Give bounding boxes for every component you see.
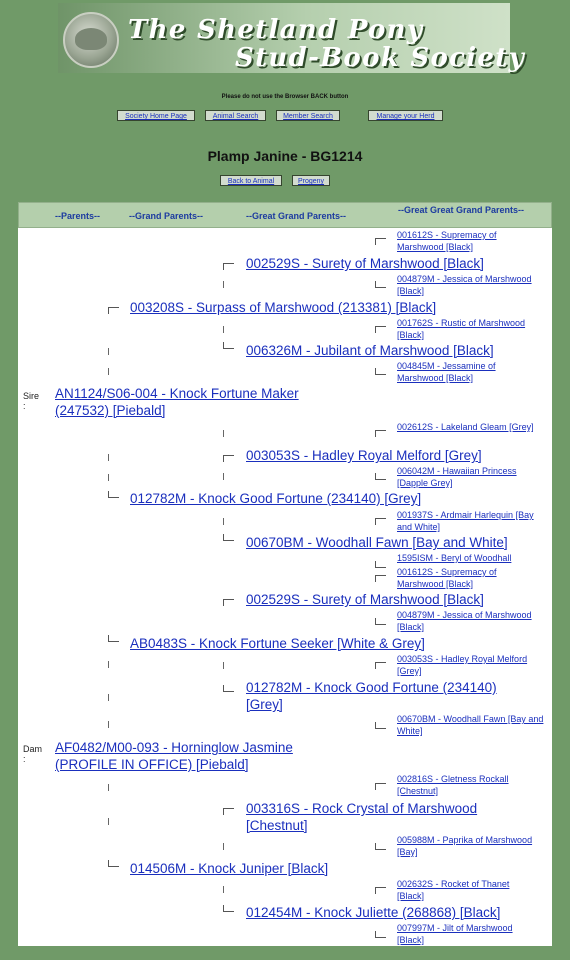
ggg-dam-dam-sire-dam[interactable]: 005988M - Paprika of Marshwood [Bay] (397, 835, 533, 857)
gp-sire-sire[interactable]: 003208S - Surpass of Marshwood (213381) [Black] (130, 300, 437, 315)
ggg-sire-dam-dam-dam[interactable]: 1595ISM - Beryl of Woodhall (397, 553, 512, 563)
tree-connector (375, 843, 386, 850)
ggg-dam-sire-dam-dam[interactable]: 00670BM - Woodhall Fawn [Bay and White] (397, 714, 544, 736)
tree-connector (223, 599, 234, 606)
tree-tick (108, 454, 109, 461)
tree-connector (375, 281, 386, 288)
gg-dam-sire-sire[interactable]: 002529S - Surety of Marshwood [Black] (246, 592, 484, 607)
tree-tick (223, 326, 224, 333)
tree-tick (108, 474, 109, 481)
tree-connector (375, 662, 386, 669)
tree-connector (375, 561, 386, 568)
tree-connector (223, 808, 234, 815)
tree-tick (108, 694, 109, 701)
ggg-sire-sire-dam-dam[interactable]: 004845M - Jessamine of Marshwood [Black] (397, 361, 496, 383)
progeny-button[interactable]: Progeny (292, 175, 330, 186)
tree-tick (223, 662, 224, 669)
tree-connector (375, 326, 386, 333)
society-seal-icon (63, 12, 119, 68)
animal-search-button[interactable]: Animal Search (205, 110, 266, 121)
tree-connector (375, 430, 386, 437)
gp-dam-dam[interactable]: 014506M - Knock Juniper [Black] (130, 861, 329, 876)
tree-connector (375, 722, 386, 729)
tree-tick (223, 518, 224, 525)
tree-connector (223, 905, 234, 912)
parent-dam[interactable]: AF0482/M00-093 - Horninglow Jasmine (PROFILE IN OFFICE) [Piebald] (55, 740, 293, 772)
gg-sire-sire-sire[interactable]: 002529S - Surety of Marshwood [Black] (246, 256, 484, 271)
gp-sire-dam[interactable]: 012782M - Knock Good Fortune (234140) [Grey] (130, 491, 422, 506)
gg-dam-sire-dam[interactable]: 012782M - Knock Good Fortune (234140) [Grey] (246, 680, 497, 712)
tree-tick (223, 843, 224, 850)
pedigree-header (18, 202, 552, 228)
gg-sire-sire-dam[interactable]: 006326M - Jubilant of Marshwood [Black] (246, 343, 494, 358)
ggg-sire-sire-sire-sire[interactable]: 001612S - Supremacy of Marshwood [Black] (397, 230, 497, 252)
tree-tick (108, 368, 109, 375)
tree-connector (375, 931, 386, 938)
tree-connector (375, 575, 386, 582)
tree-connector (375, 618, 386, 625)
header-parents: --Parents-- (55, 211, 101, 221)
back-button-warning: Please do not use the Browser BACK button (221, 94, 349, 100)
manage-herd-button[interactable]: Manage your Herd (368, 110, 443, 121)
header-great-great-grand-parents: --Great Great Grand Parents-- (398, 205, 525, 215)
tree-connector (223, 455, 234, 462)
tree-connector (375, 518, 386, 525)
banner-title-line1: The Shetland Pony (128, 15, 424, 45)
gg-dam-dam-sire[interactable]: 003316S - Rock Crystal of Marshwood [Chestnut] (246, 801, 478, 833)
banner-title-line2: Stud-Book Society (235, 43, 525, 73)
ggg-sire-sire-sire-dam[interactable]: 004879M - Jessica of Marshwood [Black] (397, 274, 532, 296)
gg-sire-dam-sire[interactable]: 003053S - Hadley Royal Melford [Grey] (246, 448, 482, 463)
member-search-button[interactable]: Member Search (276, 110, 340, 121)
ggg-dam-dam-dam-sire[interactable]: 002632S - Rocket of Thanet [Black] (397, 879, 510, 901)
tree-connector (223, 263, 234, 270)
horse-title: Plamp Janine - BG1214 (207, 148, 363, 164)
tree-tick (108, 721, 109, 728)
tree-tick (223, 430, 224, 437)
tree-connector (108, 491, 119, 498)
gg-sire-dam-dam[interactable]: 00670BM - Woodhall Fawn [Bay and White] (246, 535, 508, 550)
ggg-dam-dam-dam-dam[interactable]: 007997M - Jilt of Marshwood [Black] (397, 923, 513, 945)
ggg-sire-dam-sire-dam[interactable]: 006042M - Hawaiian Princess [Dapple Grey] (397, 466, 517, 488)
ggg-sire-sire-dam-sire[interactable]: 001762S - Rustic of Marshwood [Black] (397, 318, 526, 340)
tree-connector (108, 307, 119, 314)
tree-connector (223, 685, 234, 692)
tree-tick (223, 281, 224, 288)
sire-label: Sire : (23, 391, 40, 411)
tree-tick (223, 473, 224, 480)
tree-tick (108, 348, 109, 355)
back-to-animal-button[interactable]: Back to Animal (220, 175, 282, 186)
ggg-dam-sire-dam-sire[interactable]: 003053S - Hadley Royal Melford [Grey] (397, 654, 528, 676)
dam-label: Dam : (23, 744, 43, 764)
tree-tick (108, 661, 109, 668)
gp-dam-sire[interactable]: AB0483S - Knock Fortune Seeker [White & Grey] (130, 636, 425, 651)
ggg-dam-sire-sire-sire[interactable]: 001612S - Supremacy of Marshwood [Black] (397, 567, 497, 589)
tree-connector (108, 860, 119, 867)
tree-tick (223, 886, 224, 893)
tree-connector (375, 368, 386, 375)
ggg-dam-sire-sire-dam[interactable]: 004879M - Jessica of Marshwood [Black] (397, 610, 532, 632)
ggg-sire-dam-sire-sire[interactable]: 002612S - Lakeland Gleam [Grey] (397, 422, 534, 432)
gg-dam-dam-dam[interactable]: 012454M - Knock Juliette (268868) [Black] (246, 905, 501, 920)
tree-connector (375, 473, 386, 480)
tree-connector (375, 887, 386, 894)
society-home-button[interactable]: Society Home Page (117, 110, 195, 121)
pedigree-table (18, 228, 552, 946)
header-great-grand-parents: --Great Grand Parents-- (246, 211, 347, 221)
ggg-sire-dam-dam-sire[interactable]: 001937S - Ardmair Harlequin [Bay and White] (397, 510, 534, 532)
tree-connector (223, 342, 234, 349)
tree-connector (375, 783, 386, 790)
tree-connector (223, 534, 234, 541)
society-banner (58, 3, 525, 73)
tree-connector (108, 635, 119, 642)
parent-sire[interactable]: AN1124/S06-004 - Knock Fortune Maker (247532) [Piebald] (55, 386, 299, 418)
tree-tick (108, 784, 109, 791)
header-grand-parents: --Grand Parents-- (129, 211, 204, 221)
tree-connector (375, 238, 386, 245)
ggg-dam-dam-sire-sire[interactable]: 002816S - Gletness Rockall [Chestnut] (397, 774, 509, 796)
tree-tick (108, 818, 109, 825)
